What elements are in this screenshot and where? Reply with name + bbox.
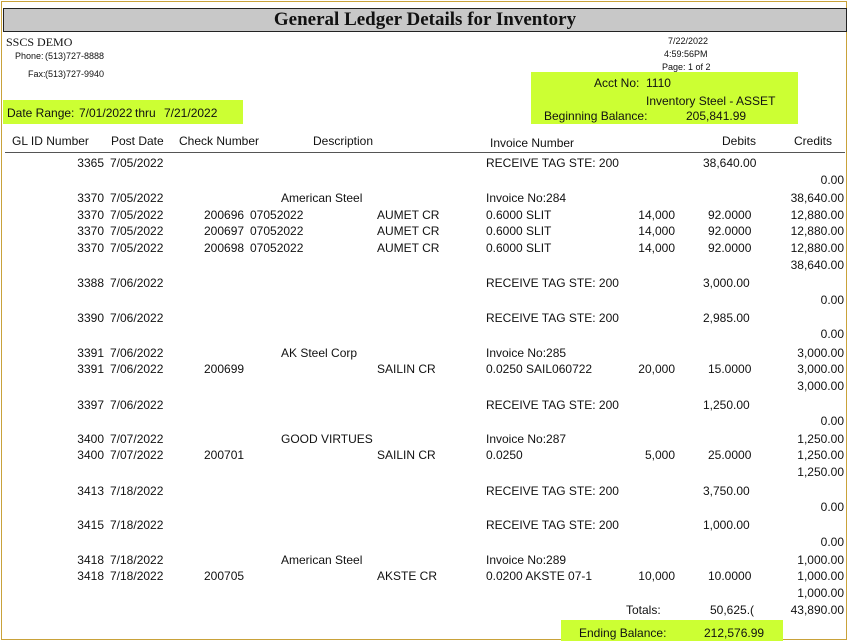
- row-gl: 3418: [77, 553, 104, 567]
- row-date: 7/07/2022: [110, 448, 164, 462]
- row-price: 25.0000: [708, 448, 752, 462]
- date-range-thru: thru: [135, 106, 156, 120]
- row-price: 92.0000: [708, 224, 752, 238]
- row-date: 7/06/2022: [110, 346, 164, 360]
- row-gl: 3413: [77, 484, 104, 498]
- row-price: 15.0000: [708, 362, 752, 376]
- row-desc: AK Steel Corp: [281, 346, 358, 360]
- row-credit: 0.00: [820, 414, 844, 428]
- row-date: 7/05/2022: [110, 224, 164, 238]
- row-check: 200701: [204, 448, 245, 462]
- company-name: SSCS DEMO: [6, 35, 73, 49]
- date-range-label: Date Range:: [7, 106, 75, 120]
- row-check: 200697: [204, 224, 245, 238]
- row-price: 10.0000: [708, 569, 752, 583]
- row-desc: American Steel: [281, 191, 363, 205]
- row-date: 7/06/2022: [110, 362, 164, 376]
- row-credit: 0.00: [820, 173, 844, 187]
- row-qty: 14,000: [638, 208, 675, 222]
- acct-label: Acct No:: [594, 76, 640, 90]
- fax-label: Fax:: [28, 69, 46, 79]
- header-rule: [5, 152, 845, 153]
- page-number: Page: 1 of 2: [662, 62, 711, 72]
- row-inv: RECEIVE TAG STE: 200: [486, 156, 619, 170]
- report-date: 7/22/2022: [668, 36, 709, 46]
- date-range-to: 7/21/2022: [164, 106, 218, 120]
- row-gl: 3391: [77, 362, 104, 376]
- beginning-balance-label: Beginning Balance:: [544, 109, 648, 123]
- row-credit: 0.00: [820, 535, 844, 549]
- row-code: SAILIN CR: [377, 448, 436, 462]
- row-credit: 1,250.00: [797, 432, 844, 446]
- row-debit: 1,250.00: [703, 398, 750, 412]
- beginning-balance-value: 205,841.99: [686, 109, 747, 123]
- row-code: SAILIN CR: [377, 362, 436, 376]
- row-qty: 20,000: [638, 362, 675, 376]
- row-price: 92.0000: [708, 241, 752, 255]
- row-inv: 0.6000 SLIT: [486, 241, 552, 255]
- row-date: 7/05/2022: [110, 208, 164, 222]
- ending-balance-label: Ending Balance:: [579, 626, 667, 640]
- row-ref: 07052022: [250, 224, 304, 238]
- row-inv: 0.0250: [486, 448, 523, 462]
- row-date: 7/18/2022: [110, 553, 164, 567]
- totals-debits: 50,625.(: [710, 603, 755, 617]
- row-gl: 3390: [77, 311, 104, 325]
- row-gl: 3370: [77, 224, 104, 238]
- row-inv: 0.0250 SAIL060722: [486, 362, 593, 376]
- row-gl: 3388: [77, 276, 104, 290]
- row-debit: 2,985.00: [703, 311, 750, 325]
- row-gl: 3391: [77, 346, 104, 360]
- row-credit: 1,250.00: [797, 465, 844, 479]
- ending-balance-value: 212,576.99: [704, 626, 765, 640]
- row-credit: 12,880.00: [790, 208, 844, 222]
- row-desc: American Steel: [281, 553, 363, 567]
- row-date: 7/18/2022: [110, 484, 164, 498]
- col-invoice-number: Invoice Number: [490, 136, 575, 150]
- row-qty: 14,000: [638, 224, 675, 238]
- col-check-number: Check Number: [179, 134, 260, 148]
- row-credit: 12,880.00: [790, 241, 844, 255]
- col-credits: Credits: [794, 134, 833, 148]
- row-credit: 12,880.00: [790, 224, 844, 238]
- row-inv: RECEIVE TAG STE: 200: [486, 311, 619, 325]
- row-date: 7/18/2022: [110, 569, 164, 583]
- row-price: 92.0000: [708, 208, 752, 222]
- row-debit: 1,000.00: [703, 518, 750, 532]
- row-credit: 0.00: [820, 293, 844, 307]
- row-credit: 1,000.00: [797, 586, 844, 600]
- row-debit: 3,750.00: [703, 484, 750, 498]
- row-date: 7/06/2022: [110, 276, 164, 290]
- row-code: AUMET CR: [377, 224, 440, 238]
- row-inv: Invoice No:289: [486, 553, 567, 567]
- row-credit: 1,000.00: [797, 569, 844, 583]
- totals-credits: 43,890.00: [790, 603, 844, 617]
- date-range-from: 7/01/2022: [79, 106, 133, 120]
- report-time: 4:59:56PM: [664, 49, 708, 59]
- row-gl: 3370: [77, 241, 104, 255]
- row-inv: Invoice No:287: [486, 432, 567, 446]
- col-debits: Debits: [722, 134, 757, 148]
- row-inv: Invoice No:285: [486, 346, 567, 360]
- row-date: 7/06/2022: [110, 398, 164, 412]
- row-check: 200699: [204, 362, 245, 376]
- phone-label: Phone:: [15, 51, 44, 61]
- row-inv: 0.6000 SLIT: [486, 224, 552, 238]
- row-credit: 3,000.00: [797, 346, 844, 360]
- row-check: 200698: [204, 241, 245, 255]
- row-gl: 3400: [77, 448, 104, 462]
- row-desc: GOOD VIRTUES: [281, 432, 373, 446]
- row-gl: 3415: [77, 518, 104, 532]
- row-debit: 38,640.00: [703, 156, 757, 170]
- row-date: 7/05/2022: [110, 156, 164, 170]
- row-date: 7/06/2022: [110, 311, 164, 325]
- row-qty: 14,000: [638, 241, 675, 255]
- fax-value: (513)727-9940: [45, 69, 105, 79]
- row-gl: 3400: [77, 432, 104, 446]
- row-inv: 0.6000 SLIT: [486, 208, 552, 222]
- row-qty: 5,000: [644, 448, 675, 462]
- col-post-date: Post Date: [111, 134, 164, 148]
- row-gl: 3370: [77, 191, 104, 205]
- account-name: Inventory Steel - ASSET: [646, 94, 776, 108]
- row-credit: 1,000.00: [797, 553, 844, 567]
- row-qty: 10,000: [638, 569, 675, 583]
- report-title: General Ledger Details for Inventory: [3, 8, 847, 32]
- row-inv: RECEIVE TAG STE: 200: [486, 276, 619, 290]
- row-inv: 0.0200 AKSTE 07-1: [486, 569, 593, 583]
- row-date: 7/18/2022: [110, 518, 164, 532]
- row-credit: 38,640.00: [790, 258, 844, 272]
- row-date: 7/05/2022: [110, 191, 164, 205]
- row-credit: 1,250.00: [797, 448, 844, 462]
- row-gl: 3418: [77, 569, 104, 583]
- row-inv: RECEIVE TAG STE: 200: [486, 398, 619, 412]
- row-code: AUMET CR: [377, 241, 440, 255]
- row-credit: 3,000.00: [797, 362, 844, 376]
- row-inv: RECEIVE TAG STE: 200: [486, 518, 619, 532]
- col-description: Description: [313, 134, 374, 148]
- totals-label: Totals:: [626, 603, 661, 617]
- row-code: AUMET CR: [377, 208, 440, 222]
- row-gl: 3397: [77, 398, 104, 412]
- row-check: 200705: [204, 569, 245, 583]
- row-date: 7/05/2022: [110, 241, 164, 255]
- row-date: 7/07/2022: [110, 432, 164, 446]
- row-inv: Invoice No:284: [486, 191, 567, 205]
- row-check: 200696: [204, 208, 245, 222]
- row-debit: 3,000.00: [703, 276, 750, 290]
- col-gl-id: GL ID Number: [12, 134, 89, 148]
- row-credit: 38,640.00: [790, 191, 844, 205]
- row-credit: 3,000.00: [797, 379, 844, 393]
- row-credit: 0.00: [820, 327, 844, 341]
- row-gl: 3370: [77, 208, 104, 222]
- row-code: AKSTE CR: [377, 569, 438, 583]
- acct-number: 1110: [646, 76, 671, 90]
- row-inv: RECEIVE TAG STE: 200: [486, 484, 619, 498]
- row-ref: 07052022: [250, 208, 304, 222]
- row-gl: 3365: [77, 156, 104, 170]
- row-credit: 0.00: [820, 500, 844, 514]
- row-ref: 07052022: [250, 241, 304, 255]
- phone-value: (513)727-8888: [45, 51, 105, 61]
